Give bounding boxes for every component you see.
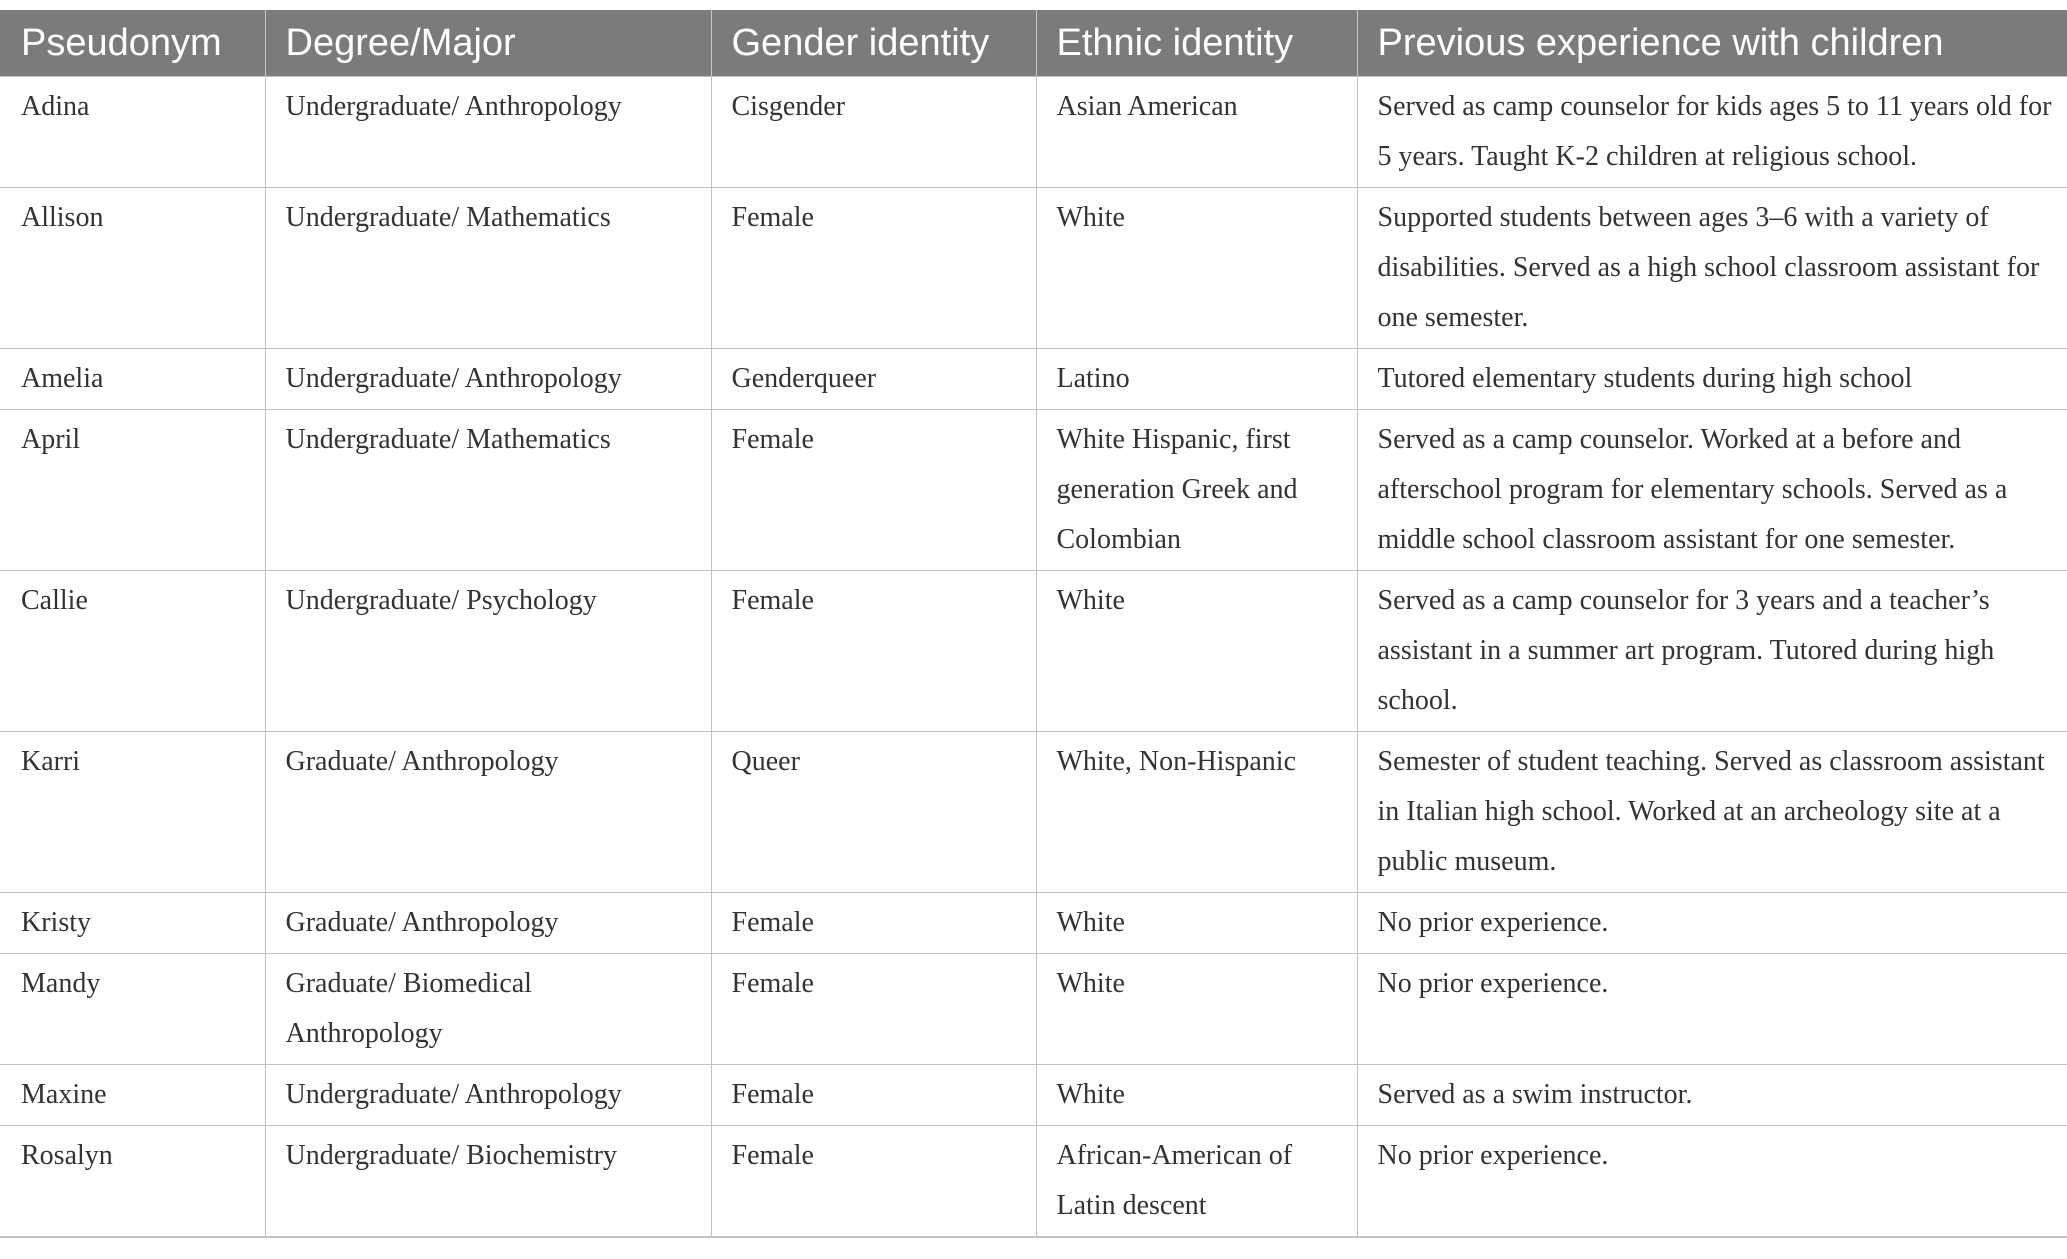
cell-pseudonym: Rosalyn [0,1126,265,1238]
cell-gender-identity: Female [711,954,1036,1065]
cell-ethnic-identity: White [1036,188,1357,349]
cell-gender-identity: Female [711,571,1036,732]
table-row [0,349,2067,410]
column-header-pseudonym: Pseudonym [0,10,265,77]
cell-ethnic-identity: White [1036,1065,1357,1126]
cell-previous-experience: Served as camp counselor for kids ages 5 to 11 years old for 5 years. Taught K-2 children at religious school. [1357,77,2067,188]
cell-previous-experience: Served as a camp counselor. Worked at a before and afterschool program for elementary schools. Served as a middle school classroom assistant for one semester. [1357,410,2067,571]
cell-pseudonym: Kristy [0,893,265,954]
header-row [0,10,2067,77]
cell-pseudonym: Karri [0,732,265,893]
column-header-gender-identity: Gender identity [711,10,1036,77]
cell-degree-major: Undergraduate/ Anthropology [265,349,711,410]
participant-table-container [0,10,2067,1238]
cell-ethnic-identity: African-American of Latin descent [1036,1126,1357,1238]
cell-degree-major: Graduate/ Anthropology [265,732,711,893]
cell-gender-identity: Genderqueer [711,349,1036,410]
table-row [0,954,2067,1065]
cell-pseudonym: Allison [0,188,265,349]
cell-ethnic-identity: White, Non-Hispanic [1036,732,1357,893]
table-row [0,571,2067,732]
cell-degree-major: Undergraduate/ Mathematics [265,410,711,571]
table-row [0,188,2067,349]
table-row [0,77,2067,188]
cell-degree-major: Graduate/ Anthropology [265,893,711,954]
cell-gender-identity: Female [711,410,1036,571]
table-row [0,1065,2067,1126]
cell-previous-experience: Semester of student teaching. Served as classroom assistant in Italian high school. Worked at an archeology site at a public museum. [1357,732,2067,893]
cell-pseudonym: Callie [0,571,265,732]
cell-gender-identity: Female [711,1065,1036,1126]
participant-table [0,10,2067,1238]
cell-gender-identity: Female [711,893,1036,954]
cell-ethnic-identity: Asian American [1036,77,1357,188]
cell-previous-experience: No prior experience. [1357,1126,2067,1238]
cell-degree-major: Undergraduate/ Mathematics [265,188,711,349]
cell-degree-major: Undergraduate/ Biochemistry [265,1126,711,1238]
cell-degree-major: Undergraduate/ Psychology [265,571,711,732]
table-row [0,893,2067,954]
cell-gender-identity: Female [711,1126,1036,1238]
cell-pseudonym: Maxine [0,1065,265,1126]
cell-ethnic-identity: White [1036,893,1357,954]
cell-previous-experience: Served as a swim instructor. [1357,1065,2067,1126]
cell-previous-experience: Supported students between ages 3–6 with a variety of disabilities. Served as a high school classroom assistant for one semester. [1357,188,2067,349]
cell-gender-identity: Female [711,188,1036,349]
cell-ethnic-identity: White Hispanic, first generation Greek and Colombian [1036,410,1357,571]
column-header-previous-experience: Previous experience with children [1357,10,2067,77]
cell-degree-major: Undergraduate/ Anthropology [265,1065,711,1126]
cell-degree-major: Undergraduate/ Anthropology [265,77,711,188]
cell-pseudonym: April [0,410,265,571]
cell-ethnic-identity: Latino [1036,349,1357,410]
cell-pseudonym: Amelia [0,349,265,410]
cell-previous-experience: Served as a camp counselor for 3 years and a teacher’s assistant in a summer art program. Tutored during high school. [1357,571,2067,732]
cell-pseudonym: Adina [0,77,265,188]
cell-gender-identity: Queer [711,732,1036,893]
cell-previous-experience: Tutored elementary students during high school [1357,349,2067,410]
cell-ethnic-identity: White [1036,571,1357,732]
cell-degree-major: Graduate/ Biomedical Anthropology [265,954,711,1065]
column-header-ethnic-identity: Ethnic identity [1036,10,1357,77]
column-header-degree-major: Degree/Major [265,10,711,77]
table-body [0,77,2067,1238]
table-row [0,410,2067,571]
cell-ethnic-identity: White [1036,954,1357,1065]
table-header [0,10,2067,77]
cell-previous-experience: No prior experience. [1357,954,2067,1065]
cell-previous-experience: No prior experience. [1357,893,2067,954]
cell-gender-identity: Cisgender [711,77,1036,188]
table-row [0,732,2067,893]
cell-pseudonym: Mandy [0,954,265,1065]
table-row [0,1126,2067,1238]
